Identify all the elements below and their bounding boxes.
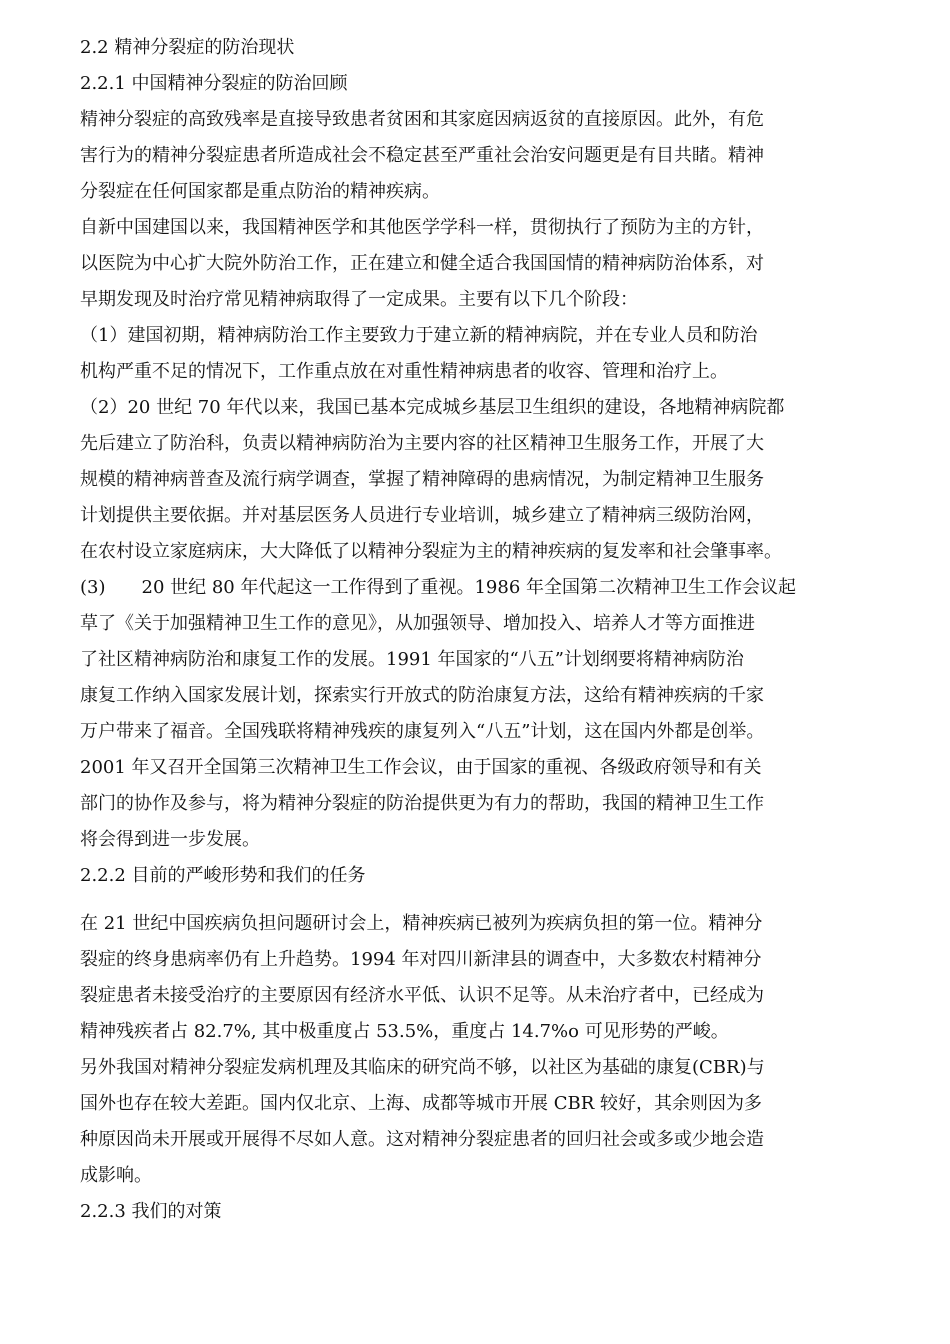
paragraph-disease-burden xyxy=(80,906,880,1050)
paragraph-line: （1）建国初期，精神病防治工作主要致力于建立新的精神病院，并在专业人员和防治 xyxy=(80,325,758,346)
paragraph-line: 康复工作纳入国家发展计划，探索实行开放式的防治康复方法，这给有精神疾病的千家 xyxy=(80,685,764,706)
paragraph-stage-1 xyxy=(80,318,880,390)
paragraph-line: 另外我国对精神分裂症发病机理及其临床的研究尚不够，以社区为基础的康复(CBR)与 xyxy=(80,1057,765,1078)
paragraph-line: 精神分裂症的高致残率是直接导致患者贫困和其家庭因病返贫的直接原因。此外，有危 xyxy=(80,109,764,130)
paragraph-line: 以医院为中心扩大院外防治工作，正在建立和健全适合我国国情的精神病防治体系，对 xyxy=(80,253,764,274)
section-heading-2-2-3: 2.2.3 我们的对策 xyxy=(80,1201,222,1222)
paragraph-line: 将会得到进一步发展。 xyxy=(80,829,260,850)
document-page xyxy=(80,30,880,1230)
section-heading-2-2: 2.2 精神分裂症的防治现状 xyxy=(80,37,295,58)
paragraph-line xyxy=(80,570,880,606)
paragraph-line: 在 21 世纪中国疾病负担问题研讨会上，精神疾病已被列为疾病负担的第一位。精神分 xyxy=(80,913,763,934)
paragraph-line: 种原因尚未开展或开展得不尽如人意。这对精神分裂症患者的回归社会或多或少地会造 xyxy=(80,1129,764,1150)
section-heading-2-2-2: 2.2.2 目前的严峻形势和我们的任务 xyxy=(80,865,366,886)
paragraph-line: 部门的协作及参与，将为精神分裂症的防治提供更为有力的帮助，我国的精神卫生工作 xyxy=(80,793,764,814)
paragraph-line: 先后建立了防治科，负责以精神病防治为主要内容的社区精神卫生服务工作，开展了大 xyxy=(80,433,764,454)
paragraph-since-founding xyxy=(80,210,880,318)
paragraph-research-gap xyxy=(80,1050,880,1194)
paragraph-line: 自新中国建国以来，我国精神医学和其他医学学科一样，贯彻执行了预防为主的方针， xyxy=(80,217,764,238)
paragraph-line: 成影响。 xyxy=(80,1165,152,1186)
paragraph-line: 分裂症在任何国家都是重点防治的精神疾病。 xyxy=(80,181,440,202)
paragraph-line: （2）20 世纪 70 年代以来，我国已基本完成城乡基层卫生组织的建设，各地精神病院都 xyxy=(80,397,785,418)
paragraph-line: 计划提供主要依据。并对基层医务人员进行专业培训，城乡建立了精神病三级防治网， xyxy=(80,505,764,526)
paragraph-line: 国外也存在较大差距。国内仅北京、上海、成都等城市开展 CBR 较好，其余则因为多 xyxy=(80,1093,762,1114)
paragraph-line: 万户带来了福音。全国残联将精神残疾的康复列入“八五”计划，这在国内外都是创举。 xyxy=(80,721,765,742)
paragraph-line: 精神残疾者占 82.7%, 其中极重度占 53.5%，重度占 14.7%o 可见形势的严峻。 xyxy=(80,1021,729,1042)
paragraph-stage-2 xyxy=(80,390,880,570)
paragraph-line: 了社区精神病防治和康复工作的发展。1991 年国家的“八五”计划纲要将精神病防治 xyxy=(80,649,744,670)
paragraph-line: 在农村设立家庭病床，大大降低了以精神分裂症为主的精神疾病的复发率和社会肇事率。 xyxy=(80,541,782,562)
paragraph-line: 裂症患者未接受治疗的主要原因有经济水平低、认识不足等。从未治疗者中，已经成为 xyxy=(80,985,764,1006)
list-number: (3) xyxy=(80,577,106,598)
paragraph-line: 2001 年又召开全国第三次精神卫生工作会议，由于国家的重视、各级政府领导和有关 xyxy=(80,757,762,778)
paragraph-high-disability xyxy=(80,102,880,210)
paragraph-line: 机构严重不足的情况下，工作重点放在对重性精神病患者的收容、管理和治疗上。 xyxy=(80,361,728,382)
paragraph-line: 草了《关于加强精神卫生工作的意见》，从加强领导、增加投入、培养人才等方面推进 xyxy=(80,613,755,634)
list-text: 20 世纪 80 年代起这一工作得到了重视。1986 年全国第二次精神卫生工作会议起 xyxy=(141,577,797,598)
paragraph-line: 害行为的精神分裂症患者所造成社会不稳定甚至严重社会治安问题更是有目共睹。精神 xyxy=(80,145,764,166)
paragraph-line: 早期发现及时治疗常见精神病取得了一定成果。主要有以下几个阶段： xyxy=(80,289,638,310)
section-heading-2-2-1: 2.2.1 中国精神分裂症的防治回顾 xyxy=(80,73,348,94)
paragraph-line: 裂症的终身患病率仍有上升趋势。1994 年对四川新津县的调查中，大多数农村精神分 xyxy=(80,949,762,970)
paragraph-line: 规模的精神病普查及流行病学调查，掌握了精神障碍的患病情况，为制定精神卫生服务 xyxy=(80,469,764,490)
paragraph-stage-3 xyxy=(80,570,880,858)
